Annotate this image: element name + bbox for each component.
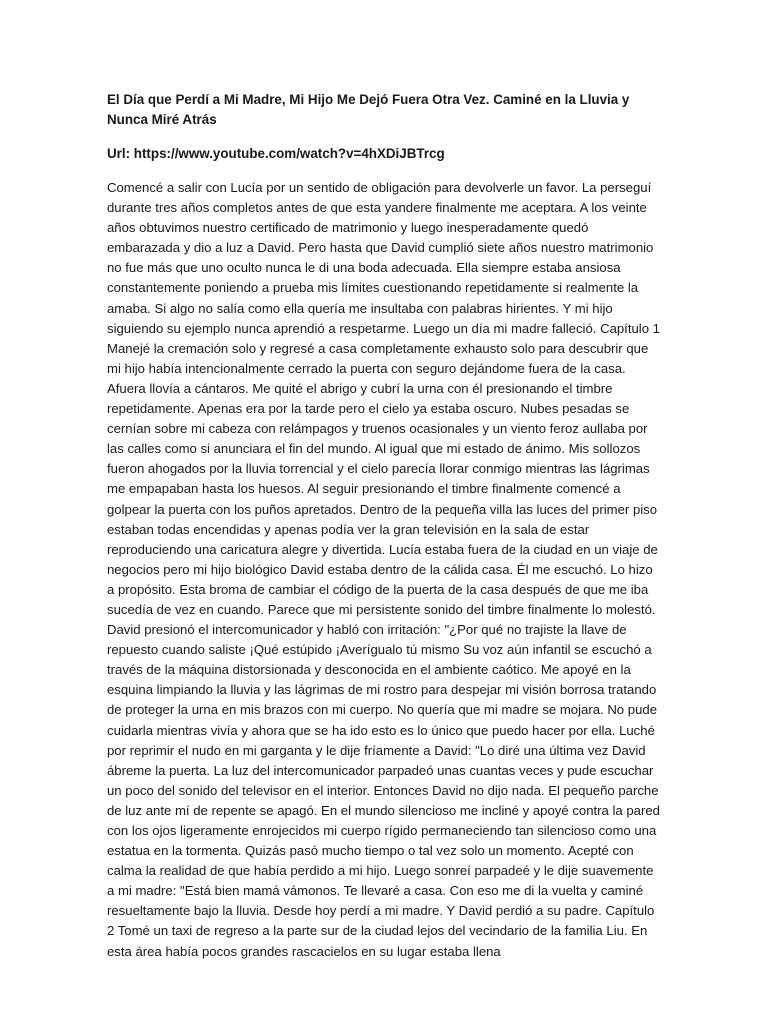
url-value: https://www.youtube.com/watch?v=4hXDiJBTrcg — [133, 146, 445, 161]
url-line — [107, 144, 663, 164]
document-title: El Día que Perdí a Mi Madre, Mi Hijo Me Dejó Fuera Otra Vez. Caminé en la Lluvia y Nunca Miré Atrás — [107, 92, 630, 127]
document-body-paragraph: Comencé a salir con Lucía por un sentido de obligación para devolverle un favor. La perseguí durante tres años completos antes de que esta yandere finalmente me aceptara. A los veinte años obtuvimos nuestro certificado de matrimonio y luego inesperadamente quedó embarazada y dio a luz a David. Pero hasta que David cumplió siete años nuestro matrimonio no fue más que uno oculto nunca le di una boda adecuada. Ella siempre estaba ansiosa constantemente poniendo a prueba mis límites cuestionando repetidamente si realmente la amaba. Si algo no salía como ella quería me insultaba con palabras hirientes. Y mi hijo siguiendo su ejemplo nunca aprendió a respetarme. Luego un día mi madre falleció. Capítulo 1 Manejé la cremación solo y regresé a casa completamente exhausto solo para descubrir que mi hijo había intencionalmente cerrado la puerta con seguro dejándome fuera de la casa. Afuera llovía a cántaros. Me quité el abrigo y cubrí la urna con él presionando el timbre repetidamente. Apenas era por la tarde pero el cielo ya estaba oscuro. Nubes pesadas se cernían sobre mi cabeza con relámpagos y truenos ocasionales y un viento feroz aullaba por las calles como si anunciara el fin del mundo. Al igual que mi estado de ánimo. Mis sollozos fueron ahogados por la lluvia torrencial y el cielo parecía llorar conmigo mientras las lágrimas me empapaban hasta los huesos. Al seguir presionando el timbre finalmente comencé a golpear la puerta con los puños apretados. Dentro de la pequeña villa las luces del primer piso estaban todas encendidas y apenas podía ver la gran televisión en la sala de estar reproduciendo una caricatura alegre y divertida. Lucía estaba fuera de la ciudad en un viaje de negocios pero mi hijo biológico David estaba dentro de la cálida casa. Él me escuchó. Lo hizo a propósito. Esta broma de cambiar el código de la puerta de la casa después de que me iba sucedía de vez en cuando. Parece que mi persistente sonido del timbre finalmente lo molestó. David presionó el intercomunicador y habló con irritación: "¿Por qué no trajiste la llave de repuesto cuando saliste ¡Qué estúpido ¡Averígualo tú mismo Su voz aún infantil se escuchó a través de la máquina distorsionada y desconocida en el ambiente caótico. Me apoyé en la esquina limpiando la lluvia y las lágrimas de mi rostro para despejar mi visión borrosa tratando de proteger la urna en mis brazos con mi cuerpo. No quería que mi madre se mojara. No pude cuidarla mientras vivía y ahora que se ha ido esto es lo único que puedo hacer por ella. Luché por reprimir el nudo en mi garganta y le dije fríamente a David: "Lo diré una última vez David ábreme la puerta. La luz del intercomunicador parpadeó unas cuantas veces y pude escuchar un poco del sonido del televisor en el interior. Entonces David no dijo nada. El pequeño parche de luz ante mí de repente se apagó. En el mundo silencioso me incliné y apoyé contra la pared con los ojos ligeramente enrojecidos mi cuerpo rígido permaneciendo tan silencioso como una estatua en la tormenta. Quizás pasó mucho tiempo o tal vez solo un momento. Acepté con calma la realidad de que había perdido a mi hijo. Luego sonreí parpadeé y le dije suavemente a mi madre: "Está bien mamá vámonos. Te llevaré a casa. Con eso me di la vuelta y caminé resueltamente bajo la lluvia. Desde hoy perdí a mi madre. Y David perdió a su padre. Capítulo 2 Tomé un taxi de regreso a la parte sur de la ciudad lejos del vecindario de la familia Liu. En esta área había pocos grandes rascacielos en su lugar estaba llena — [107, 180, 660, 959]
document-content — [107, 90, 663, 962]
url-label: Url: — [107, 146, 134, 161]
